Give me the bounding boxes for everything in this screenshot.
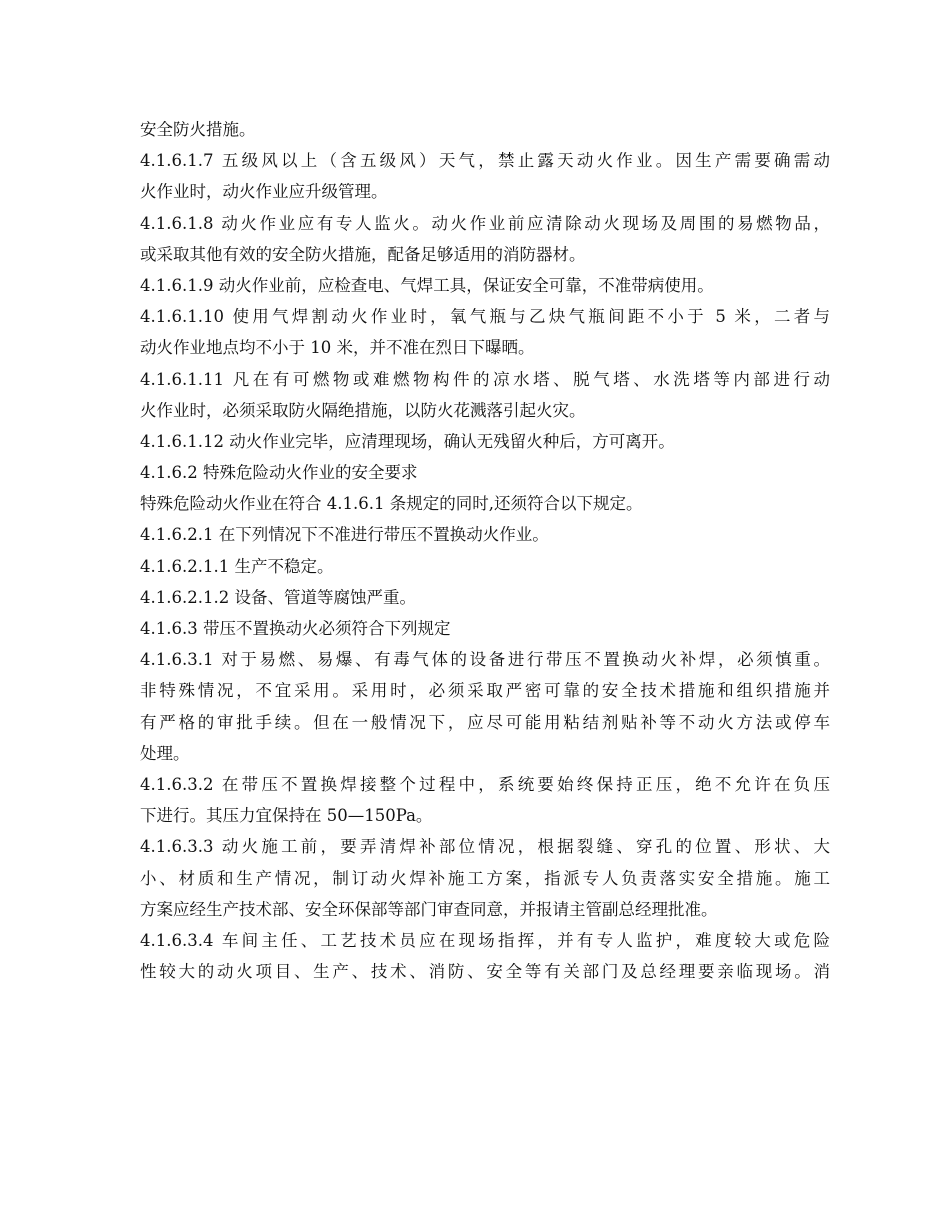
text-line: 非特殊情况，不宜采用。采用时，必须采取严密可靠的安全技术措施和组织措施并 — [140, 681, 830, 701]
text-line: 动火作业地点均不小于 10 米，并不准在烈日下曝晒。 — [140, 338, 535, 358]
text-line: 4.1.6.2.1.1 生产不稳定。 — [140, 556, 334, 576]
text-line: 处理。 — [140, 743, 190, 763]
text-line: 4.1.6.1.9 动火作业前，应检查电、气焊工具，保证安全可靠，不准带病使用。 — [140, 275, 714, 295]
text-line: 4.1.6.1.11 凡在有可燃物或难燃物构件的凉水塔、脱气塔、水洗塔等内部进行动 — [140, 369, 830, 389]
text-line: 4.1.6.1.12 动火作业完毕，应清理现场，确认无残留火种后，方可离开。 — [140, 431, 675, 451]
text-line: 有严格的审批手续。但在一般情况下，应尽可能用粘结剂贴补等不动火方法或停车 — [140, 712, 830, 732]
text-line: 4.1.6.1.10 使用气焊割动火作业时，氧气瓶与乙炔气瓶间距不小于 5 米，二者与 — [140, 307, 830, 327]
text-line: 4.1.6.3.4 车间主任、工艺技术员应在现场指挥，并有专人监护，难度较大或危险 — [140, 930, 830, 950]
text-line: 4.1.6.2.1.2 设备、管道等腐蚀严重。 — [140, 587, 416, 607]
text-line: 或采取其他有效的安全防火措施，配备足够适用的消防器材。 — [140, 244, 586, 264]
text-line: 方案应经生产技术部、安全环保部等部门审查同意，并报请主管副总经理批准。 — [140, 899, 718, 919]
text-line: 4.1.6.3.2 在带压不置换焊接整个过程中，系统要始终保持正压，绝不允许在负压 — [140, 774, 830, 794]
text-line: 4.1.6.1.7 五级风以上（含五级风）天气，禁止露天动火作业。因生产需要确需动 — [140, 151, 830, 171]
text-line: 安全防火措施。 — [140, 120, 256, 139]
text-line: 4.1.6.3.3 动火施工前，要弄清焊补部位情况，根据裂缝、穿孔的位置、形状、大 — [140, 837, 830, 857]
text-line: 4.1.6.2.1 在下列情况下不准进行带压不置换动火作业。 — [140, 525, 549, 545]
text-line: 4.1.6.1.8 动火作业应有专人监火。动火作业前应清除动火现场及周围的易燃物品， — [140, 213, 830, 233]
text-line: 4.1.6.3.1 对于易燃、易爆、有毒气体的设备进行带压不置换动火补焊，必须慎重。 — [140, 650, 830, 670]
text-line: 4.1.6.2 特殊危险动火作业的安全要求 — [140, 463, 418, 483]
text-line: 特殊危险动火作业在符合 4.1.6.1 条规定的同时,还须符合以下规定。 — [140, 494, 643, 514]
text-line: 小、材质和生产情况，制订动火焊补施工方案，指派专人负责落实安全措施。施工 — [140, 868, 830, 888]
text-line: 火作业时，动火作业应升级管理。 — [140, 182, 388, 202]
text-line: 4.1.6.3 带压不置换动火必须符合下列规定 — [140, 619, 451, 638]
text-line: 性较大的动火项目、生产、技术、消防、安全等有关部门及总经理要亲临现场。消 — [140, 962, 830, 982]
document-body — [140, 114, 830, 987]
text-line: 下进行。其压力宜保持在 50—150Pa。 — [140, 806, 433, 826]
text-line: 火作业时，必须采取防火隔绝措施，以防火花溅落引起火灾。 — [140, 400, 586, 420]
